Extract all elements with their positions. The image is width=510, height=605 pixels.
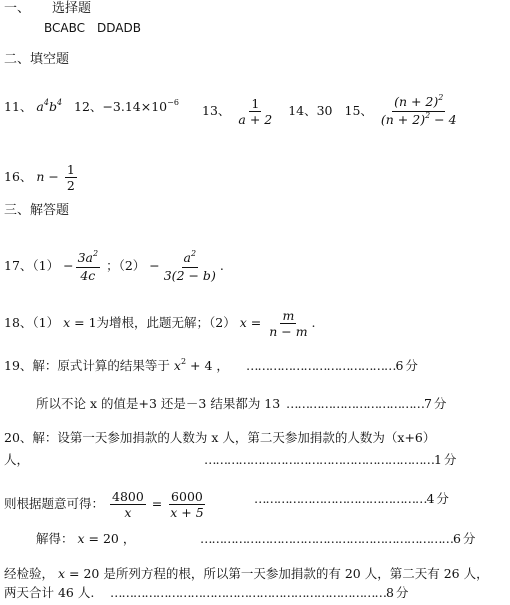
choice-answers: BCABC DDADB — [44, 21, 141, 35]
fill-row-2: 16、 n − $\frac{1}{2}$ — [4, 162, 75, 193]
q20-score-2: ………………………………………4 分 — [254, 491, 448, 506]
q20-frac-left: $\frac{4800}{x}$ — [112, 489, 144, 520]
section-1-title: 选择题 — [52, 1, 92, 16]
q17-frac-2: $\frac{a^2}{3(2 - b)}$ — [163, 249, 216, 283]
q19-score-1: …………………………………6 分 — [246, 358, 417, 373]
fill-row-1b — [202, 94, 461, 129]
q14-answer: 14、30 — [288, 103, 333, 118]
q20-line-4: 解得： x = 20 ， — [36, 531, 136, 546]
q20-line-4-text: 解得： — [36, 531, 74, 546]
section-3-title: 三、解答题 — [4, 203, 70, 218]
q16-label: 16、 — [4, 169, 33, 184]
q20-frac-right: $\frac{6000}{x + 5}$ — [170, 489, 204, 520]
q20-line-2: 人， — [4, 452, 30, 467]
fill-row-1 — [4, 99, 179, 117]
q18-label: 18、（1） — [4, 315, 60, 330]
q19-score-2: ………………………………7 分 — [286, 396, 446, 411]
q20-score-3: …………………………………………………………6 分 — [200, 531, 475, 546]
q20-line-3-text: 则根据题意可得： — [4, 496, 105, 511]
q15-label: 15、 — [344, 103, 373, 118]
q12-label: 12、 — [74, 99, 103, 114]
q20-score-4: ………………………………………………………………8 分 — [110, 585, 408, 600]
q20-line-5: 经检验， x = 20 是所列方程的根，所以第一天参加捐款的有 20 人，第二天有 26 人， — [4, 566, 489, 581]
q13-fraction: $\frac{1}{a + 2}$ — [238, 96, 273, 127]
q16-fraction: $\frac{1}{2}$ — [66, 162, 75, 193]
q20-line-5-b: 是所列方程的根，所以第一天参加捐款的有 20 人，第二天有 26 人， — [103, 566, 489, 581]
q18-text: 为增根，此题无解；（2） — [96, 315, 236, 330]
q19-line-2: 所以不论 x 的值是+3 还是－3 结果都为 13 — [36, 396, 281, 411]
q13-label: 13、 — [202, 103, 231, 118]
q18-fraction: $\frac{m}{n - m}$ — [269, 308, 308, 339]
q17-row: 17、（1） − $\frac{3a^2}{4c}$ ；（2） − $\frac{a^2}{3(2 - b)}$ . — [4, 249, 224, 283]
q17-frac-1: $\frac{3a^2}{4c}$ — [77, 249, 99, 283]
q19-label: 19、解：原式计算的结果等于 — [4, 358, 170, 373]
q15-fraction: $\frac{(n + 2)^2}{(n + 2)^2 - 4}$ — [380, 93, 457, 127]
q20-line-1: 20、解：设第一天参加捐款的人数为 x 人，第二天参加捐款的人数为（x+6） — [4, 430, 436, 445]
q20-line-3: 则根据题意可得： $\frac{4800}{x}$ = $\frac{6000}{x + 5}$ — [4, 489, 204, 520]
q11-label: 11、 — [4, 99, 33, 114]
q17-part2-label: ；（2） — [106, 258, 146, 273]
section-1-number: 一、 — [4, 1, 31, 16]
q20-line-6: 两天合计 46 人. — [4, 585, 95, 600]
q11-answer: $a^4b^4$ — [36, 98, 63, 114]
q12-exponent: −6 — [167, 98, 179, 107]
q19-line-1: 19、解：原式计算的结果等于 $x^2 + 4$ ， — [4, 357, 229, 373]
q12-answer: −3.14×10 — [102, 99, 168, 114]
section-2-title: 二、填空题 — [4, 52, 70, 67]
q18-row: 18、（1） x = 1为增根，此题无解；（2） x = $\frac{m}{n - m}$ . — [4, 308, 316, 339]
q20-score-1: ……………………………………………………1 分 — [204, 452, 456, 467]
q20-line-5-a: 经检验， — [4, 566, 55, 581]
q17-label: 17、（1） — [4, 258, 60, 273]
